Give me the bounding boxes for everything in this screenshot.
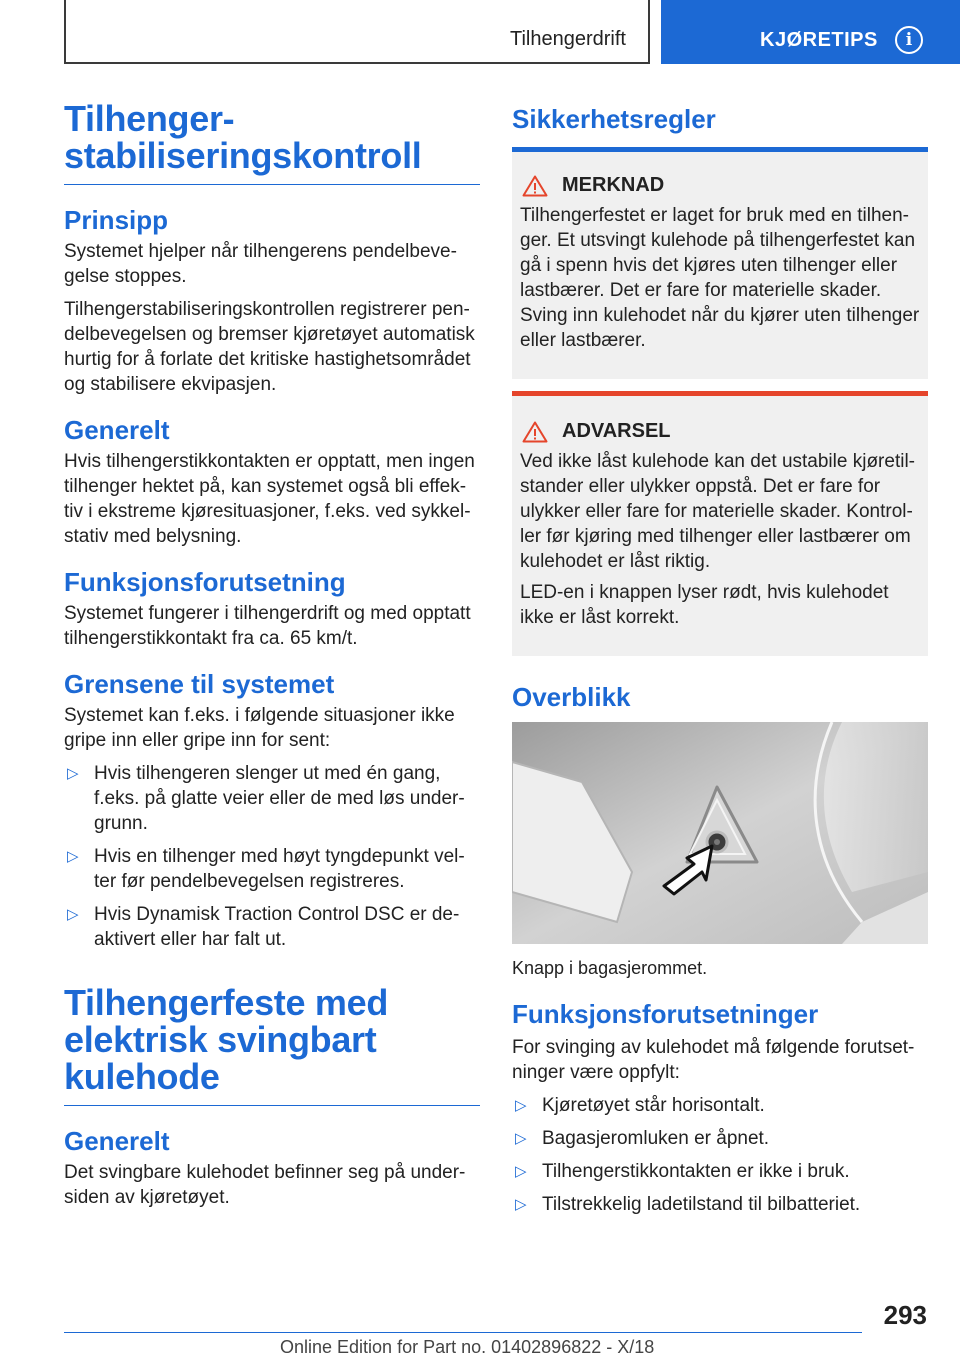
- triangle-right-icon: ▷: [67, 906, 79, 923]
- heading-tow-hitch: Tilhengerfeste med elektrisk svingbart kulehode: [64, 984, 480, 1106]
- warning-box: [512, 391, 928, 656]
- list-item: ▷ Tilstrekkelig ladetilstand til bilbatteriet.: [515, 1194, 861, 1215]
- left-column: [64, 100, 480, 1218]
- heading-funksjonsforutsetning: Funksjonsforutsetning: [64, 567, 346, 597]
- triangle-right-icon: ▷: [515, 1163, 527, 1180]
- header-chapter-tab[interactable]: [661, 0, 960, 64]
- photo-caption: Knapp i bagasjerommet.: [512, 958, 708, 978]
- footer-edition: Online Edition for Part no. 01402896822 - X/18: [280, 1337, 655, 1357]
- triangle-right-icon: ▷: [515, 1196, 527, 1213]
- warning-triangle-icon: [522, 421, 548, 443]
- trunk-illustration: [512, 722, 928, 944]
- heading-prinsipp: Prinsipp: [64, 205, 169, 235]
- header-section-title: Tilhengerdrift: [510, 28, 626, 50]
- warning-heading: [520, 420, 920, 443]
- list-item: ▷ Hvis Dynamisk Traction Control DSC er de-aktivert eller har falt ut.: [67, 904, 460, 950]
- heading-generelt-2: Generelt: [64, 1126, 170, 1156]
- heading-trailer-stability: Tilhenger- stabiliseringskontroll: [64, 100, 480, 185]
- heading-generelt: Generelt: [64, 415, 170, 445]
- funksjon-text: Systemet fungerer i tilhengerdrift og med opptatt tilhengerstikkontakt fra ca. 65 km/t.: [64, 603, 471, 649]
- list-item: ▷ Hvis tilhengeren slenger ut med én gang, f.eks. på glatte veier eller de med løs under-grunn.: [67, 763, 465, 834]
- notice-heading: [520, 174, 920, 197]
- list-item: ▷ Hvis en tilhenger med høyt tyngdepunkt vel-ter før pendelbevegelsen registreres.: [67, 846, 465, 892]
- header-chapter-label: KJØRETIPS: [760, 29, 878, 51]
- heading-overblikk: Overblikk: [512, 682, 631, 712]
- generelt-2-text: Det svingbare kulehodet befinner seg på under-siden av kjøretøyet.: [64, 1162, 466, 1208]
- heading-grensene: Grensene til systemet: [64, 669, 335, 699]
- triangle-right-icon: ▷: [515, 1130, 527, 1147]
- grensene-text: Systemet kan f.eks. i følgende situasjoner ikke gripe inn eller gripe inn for sent:: [64, 705, 455, 751]
- right-column: [512, 100, 928, 1227]
- list-item: ▷ Bagasjeromluken er åpnet.: [515, 1128, 770, 1149]
- prinsipp-text-1: Systemet hjelper når tilhengerens pendelbeve-gelse stoppes.: [64, 241, 457, 287]
- heading-sikkerhetsregler: Sikkerhetsregler: [512, 104, 928, 152]
- grensene-list: [64, 761, 480, 952]
- info-icon[interactable]: i: [895, 26, 923, 54]
- list-item: ▷ Kjøretøyet står horisontalt.: [515, 1095, 765, 1116]
- trunk-button-photo: [512, 722, 928, 944]
- notice-text: Tilhengerfestet er laget for bruk med en tilhen-ger. Et utsvingt kulehode på tilhengerfestet kan gå i spenn hvis det kjøres uten tilhenger eller lastbærer. Det er fare for materielle skader. Sving inn kulehodet når du kjører uten tilhenger eller lastbærer.: [520, 205, 920, 351]
- warning-text-2: LED-en i knappen lyser rødt, hvis kulehodet ikke er låst korrekt.: [520, 582, 889, 628]
- page-number: 293: [883, 1300, 927, 1330]
- generelt-text: Hvis tilhengerstikkontakten er opptatt, men ingen tilhenger hektet på, kan systemet også bli effek-tiv i ekstreme kjøresituasjoner, f.eks. ved sykkel-stativ med belysning.: [64, 451, 475, 547]
- triangle-right-icon: ▷: [67, 848, 79, 865]
- triangle-right-icon: ▷: [515, 1097, 527, 1114]
- triangle-right-icon: ▷: [67, 765, 79, 782]
- forut-list: [512, 1093, 928, 1217]
- prinsipp-text-2: Tilhengerstabiliseringskontrollen registrerer pen-delbevegelsen og bremser kjøretøyet automatisk hurtig for å forlate det kritiske hastighetsområdet og stabilisere ekvipasjen.: [64, 299, 475, 395]
- notice-box: [512, 152, 928, 379]
- forut-text: For svinging av kulehodet må følgende forutset-ninger være oppfylt:: [512, 1037, 915, 1083]
- page-header: [0, 0, 960, 66]
- list-item: ▷ Tilhengerstikkontakten er ikke i bruk.: [515, 1161, 850, 1182]
- notice-label: MERKNAD: [562, 174, 665, 196]
- warning-triangle-icon: [522, 175, 548, 197]
- footer-divider: [64, 1332, 862, 1333]
- warning-text-1: Ved ikke låst kulehode kan det ustabile kjøretil-stander eller ulykker oppstå. Det er fare for ulykker eller fare for materielle skader. Kontrol-ler før kjøring med tilhenger eller lastbærer om kulehodet er låst riktig.: [520, 451, 915, 572]
- header-section-box: [64, 0, 650, 64]
- warning-label: ADVARSEL: [562, 420, 671, 442]
- heading-funksjonsforutsetninger: Funksjonsforutsetninger: [512, 999, 819, 1029]
